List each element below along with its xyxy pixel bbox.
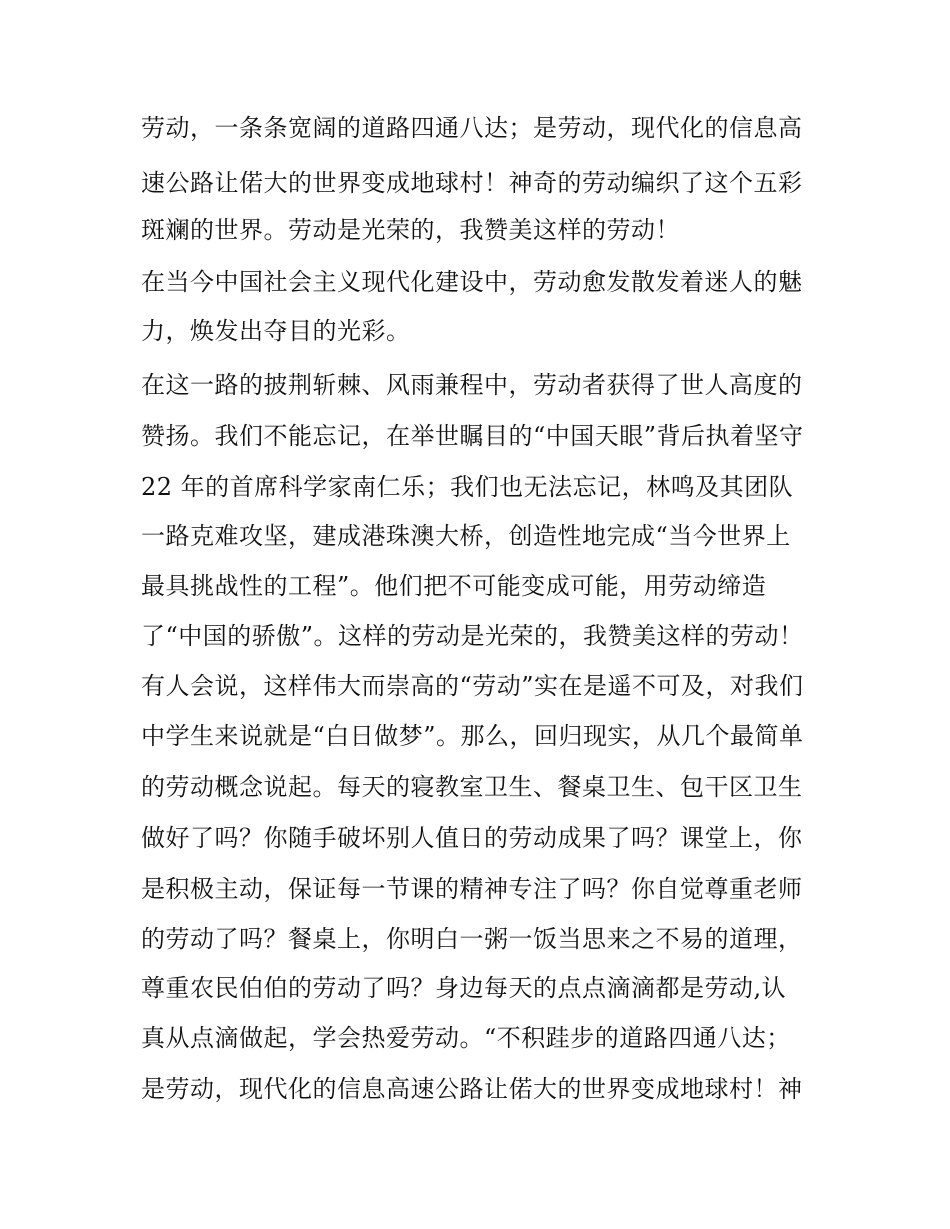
- text-line: 有人会说，这样伟大而崇高的“劳动”实在是遥不可及，对我们: [141, 672, 804, 700]
- text-line: 在这一路的披荆斩棘、风雨兼程中，劳动者获得了世人高度的: [141, 371, 803, 399]
- text-line: 是积极主动，保证每一节课的精神专注了吗？你自觉尊重老师: [141, 875, 803, 903]
- text-line: 劳动，一条条宽阔的道路四通八达；是劳动，现代化的信息高: [141, 114, 803, 142]
- text-line: 是劳动，现代化的信息高速公路让偌大的世界变成地球村！神: [141, 1075, 803, 1103]
- text-line: 力，焕发出夺目的光彩。: [141, 317, 411, 345]
- text-line: 的劳动了吗？餐桌上，你明白一粥一饭当思来之不易的道理，: [141, 925, 803, 953]
- text-line: 中学生来说就是“白日做梦”。那么，回归现实，从几个最简单: [141, 722, 804, 750]
- text-line: 最具挑战性的工程”。他们把不可能变成可能，用劳动缔造: [141, 572, 767, 600]
- text-line: 真从点滴做起，学会热爱劳动。“不积跬步的道路四通八达；: [141, 1024, 791, 1052]
- text-line: 做好了吗？你随手破坏别人值日的劳动成果了吗？课堂上，你: [141, 824, 803, 852]
- text-line: 速公路让偌大的世界变成地球村！神奇的劳动编织了这个五彩: [141, 169, 803, 197]
- text-line: 尊重农民伯伯的劳动了吗？身边每天的点点滴滴都是劳动,认: [141, 974, 787, 1002]
- text-line: 一路克难攻坚，建成港珠澳大桥，创造性地完成“当今世界上: [141, 522, 791, 550]
- text-line: 在当今中国社会主义现代化建设中，劳动愈发散发着迷人的魅: [141, 268, 803, 296]
- text-line: 斑斓的世界。劳动是光荣的，我赞美这样的劳动！: [141, 216, 680, 244]
- text-line: 22 年的首席科学家南仁乐；我们也无法忘记，林鸣及其团队: [141, 473, 794, 501]
- text-line: 了“中国的骄傲”。这样的劳动是光荣的，我赞美这样的劳动！: [141, 622, 804, 650]
- text-line: 赞扬。我们不能忘记，在举世瞩目的“中国天眼”背后执着坚守: [141, 422, 804, 450]
- text-line: 的劳动概念说起。每天的寝教室卫生、餐桌卫生、包干区卫生: [141, 773, 803, 801]
